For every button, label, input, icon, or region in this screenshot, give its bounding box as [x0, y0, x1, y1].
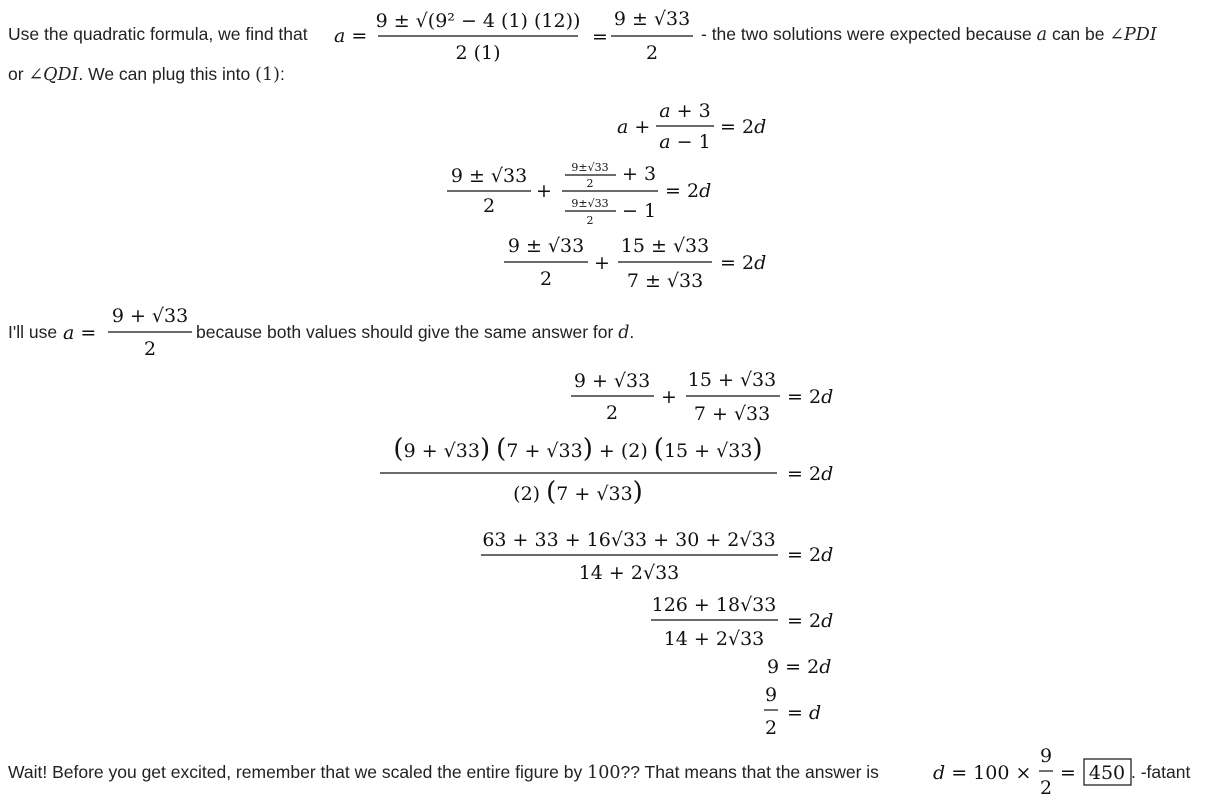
svg-text:a + 3: a + 3 [659, 100, 711, 122]
choice-suffix: because both values should give the same answer for [196, 322, 614, 342]
intro-colon: : [279, 64, 285, 84]
svg-text:9: 9 [764, 684, 778, 706]
svg-text:14 + 2√33: 14 + 2√33 [663, 628, 765, 650]
svg-text:= 2d: = 2d [720, 116, 767, 138]
svg-text:= 2d: = 2d [787, 544, 834, 566]
choice-prefix: I'll use [8, 322, 58, 342]
choice-frac-num: 9 + √33 [111, 305, 189, 327]
svg-text:63 + 33 + 16√33 + 30 + 2√33: 63 + 33 + 16√33 + 30 + 2√33 [482, 529, 776, 551]
choice-a-eq: a = [63, 322, 97, 344]
svg-text:2: 2 [482, 195, 496, 217]
conclusion-frac-num: 9 [1039, 745, 1053, 767]
svg-text:= 2d: = 2d [665, 180, 712, 202]
svg-text:2: 2 [539, 268, 553, 290]
conclusion-scale: 100 [587, 763, 621, 783]
intro-eq-ref: (1) [255, 65, 280, 85]
conclusion-frac-den: 2 [1039, 777, 1053, 799]
choice-period: . [629, 322, 635, 342]
intro-can-be: can be [1051, 24, 1105, 44]
svg-text:15 ± √33: 15 ± √33 [620, 235, 710, 257]
svg-text:2: 2 [605, 402, 619, 424]
intro-angle2: ∠QDI [28, 65, 79, 85]
conclusion-text: Wait! Before you get excited, remember that we scaled the entire figure by [8, 762, 583, 782]
svg-text:2: 2 [586, 214, 594, 227]
svg-text:+: + [536, 180, 552, 202]
svg-text:(9 + √33) (7 + √33) + (2) (15: (9 + √33) (7 + √33) + (2) (15 + √33) [393, 434, 763, 464]
svg-text:126 + 18√33: 126 + 18√33 [651, 594, 777, 616]
svg-text:+ 3: + 3 [622, 163, 657, 185]
svg-text:14 + 2√33: 14 + 2√33 [578, 562, 680, 584]
conclusion-eq: = [1060, 762, 1076, 784]
svg-text:9 + √33: 9 + √33 [573, 370, 651, 392]
answer-value: 450 [1088, 762, 1126, 784]
svg-text:9 ± √33: 9 ± √33 [450, 165, 528, 187]
signature [1131, 764, 1190, 782]
svg-text:a − 1: a − 1 [659, 131, 711, 153]
frac1-numerator: 9 ± √(9² − 4 (1) (12)) [375, 10, 581, 32]
svg-text:− 1: − 1 [622, 200, 657, 222]
svg-text:+: + [594, 252, 610, 274]
frac2-numerator: 9 ± √33 [613, 8, 691, 30]
intro-angle1: ∠PDI [1109, 25, 1157, 45]
frac1-denominator: 2 (1) [455, 42, 501, 64]
intro-plug-text: . We can plug this into [78, 64, 251, 84]
svg-text:15 + √33: 15 + √33 [687, 369, 777, 391]
intro-prefix: Use the quadratic formula, we find that [8, 24, 308, 44]
svg-text:= d: = d [787, 702, 822, 724]
intro-or: or [8, 64, 24, 84]
svg-text:2: 2 [764, 717, 778, 739]
svg-text:9 = 2d: 9 = 2d [767, 656, 832, 678]
svg-text:9±√33: 9±√33 [571, 161, 609, 174]
svg-text:a +: a + [617, 116, 651, 138]
intro-var-a: a [1036, 25, 1048, 45]
svg-text:7 ± √33: 7 ± √33 [626, 270, 704, 292]
choice-var-d: d [618, 323, 630, 343]
intro-a-eq: a = [334, 25, 368, 47]
svg-text:9 ± √33: 9 ± √33 [507, 235, 585, 257]
choice-frac-den: 2 [143, 338, 157, 360]
intro-eq: = [592, 26, 608, 48]
conclusion-expr: d = 100 × [933, 762, 1032, 784]
conclusion-text2: ?? That means that the answer is [620, 762, 879, 782]
svg-text:9±√33: 9±√33 [571, 197, 609, 210]
frac2-denominator: 2 [645, 42, 659, 64]
signature-text: . -fatant [1131, 762, 1191, 782]
svg-text:(2) (7 + √33): (2) (7 + √33) [513, 477, 643, 507]
svg-text:= 2d: = 2d [787, 610, 834, 632]
svg-text:= 2d: = 2d [787, 386, 834, 408]
svg-text:= 2d: = 2d [787, 463, 834, 485]
svg-text:7 + √33: 7 + √33 [693, 403, 771, 425]
intro-middle-text: - the two solutions were expected because [701, 24, 1032, 44]
svg-text:2: 2 [586, 177, 594, 190]
svg-text:+: + [661, 386, 677, 408]
svg-text:= 2d: = 2d [720, 252, 767, 274]
